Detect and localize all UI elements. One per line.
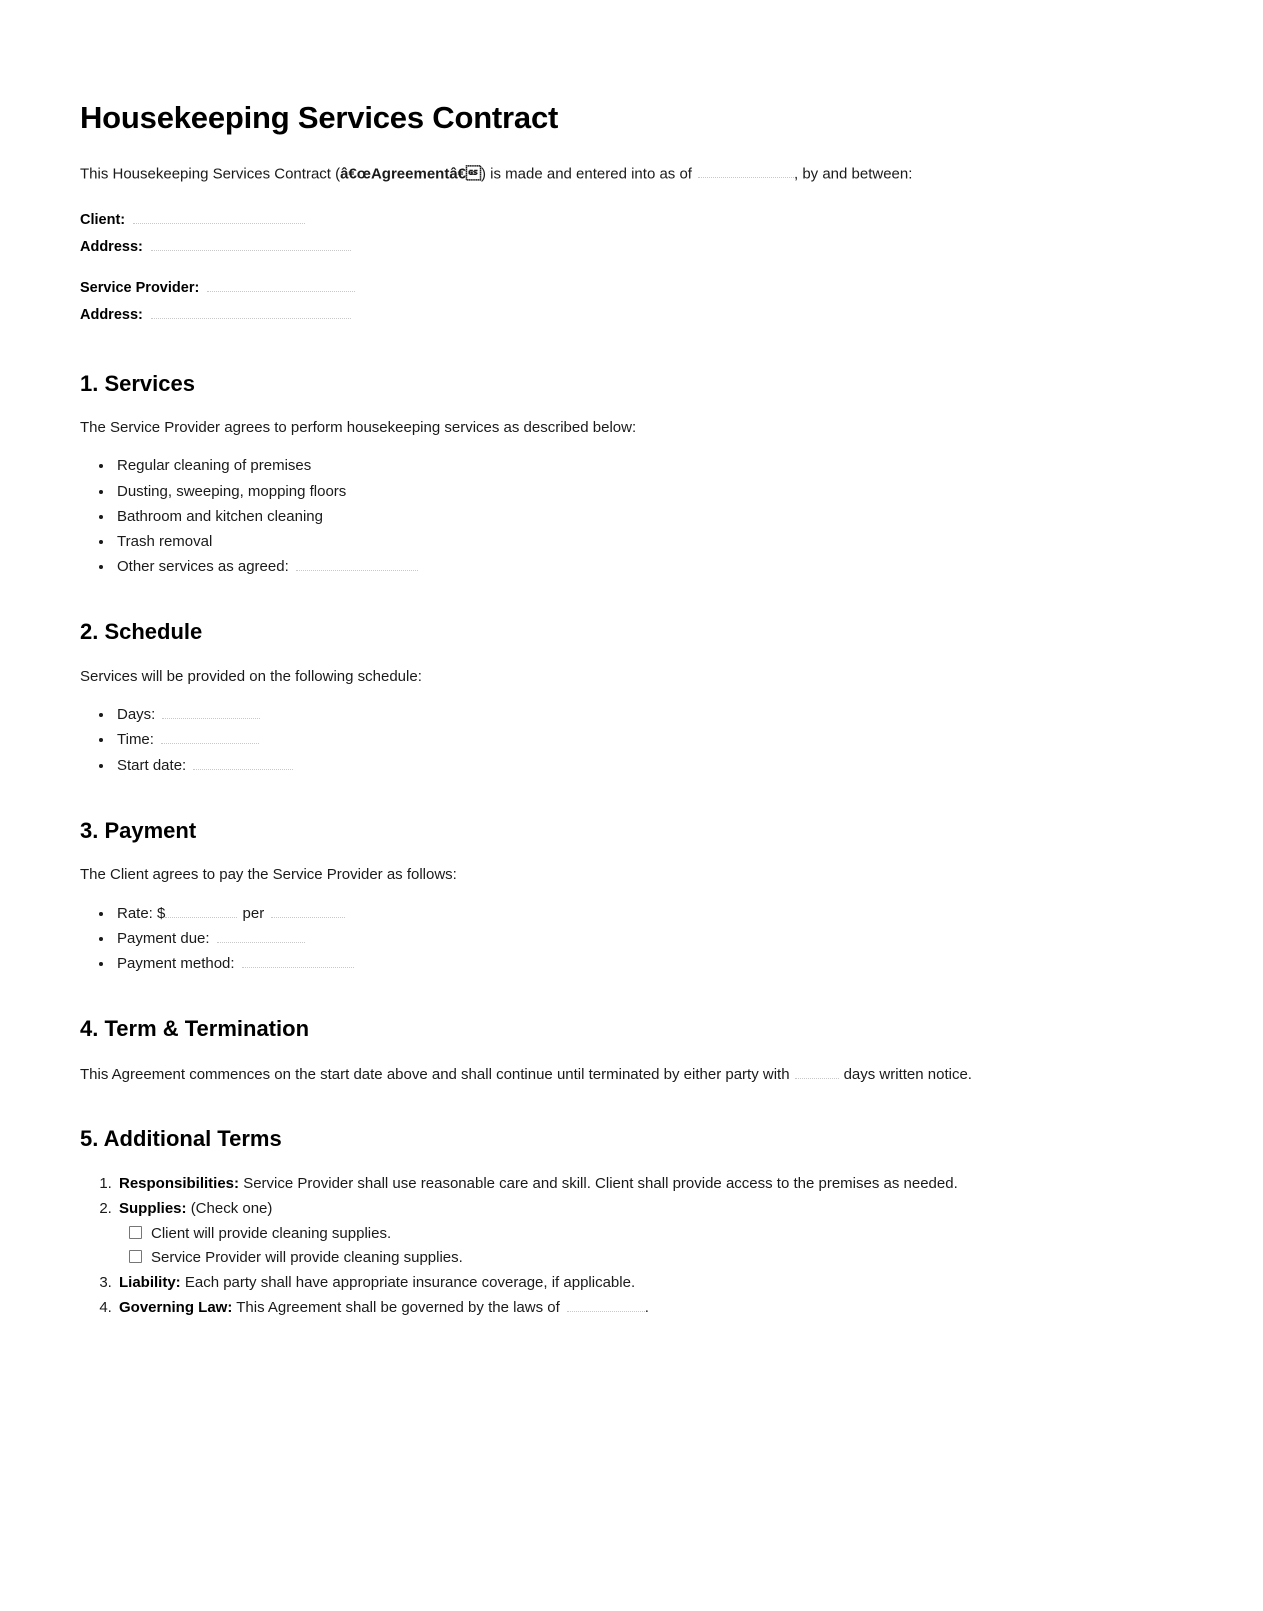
list-item-liability xyxy=(116,1271,1148,1296)
intro-text-end: , by and between: xyxy=(793,164,913,182)
supplies-lead: Supplies: xyxy=(119,1200,187,1218)
other-services-label: Other services as agreed: xyxy=(117,558,289,576)
days-blank[interactable] xyxy=(162,704,260,719)
supplies-text: (Check one) xyxy=(190,1200,273,1218)
governing-law-text: This Agreement shall be governed by the laws of xyxy=(236,1298,560,1316)
client-name-blank[interactable] xyxy=(133,210,305,225)
term-heading: 4. Term & Termination xyxy=(80,1016,310,1042)
days-label: Days: xyxy=(117,706,156,724)
start-date-label: Start date: xyxy=(117,756,187,774)
responsibilities-lead: Responsibilities: xyxy=(119,1175,240,1193)
term-text-after: days written notice. xyxy=(843,1065,972,1083)
provider-address-row xyxy=(80,302,1148,329)
rate-period-blank[interactable] xyxy=(271,903,345,918)
services-intro: The Service Provider agrees to perform housekeeping services as described below: xyxy=(80,418,637,436)
notice-days-blank[interactable] xyxy=(795,1063,839,1078)
list-item-supplies xyxy=(116,1197,1148,1270)
list-item-time xyxy=(114,727,1148,752)
payment-intro: The Client agrees to pay the Service Provider as follows: xyxy=(80,866,457,884)
payment-due-label: Payment due: xyxy=(117,929,210,947)
list-item: • Regular cleaning of premises xyxy=(114,453,1148,478)
supplies-choices xyxy=(119,1222,1148,1271)
provider-label: Service Provider: xyxy=(80,279,200,296)
payment-heading: 3. Payment xyxy=(80,817,197,843)
rate-per-label: per xyxy=(242,904,265,922)
liability-text: Each party shall have appropriate insurance coverage, if applicable. xyxy=(184,1273,636,1291)
client-label: Client: xyxy=(80,212,126,229)
list-item: • Bathroom and kitchen cleaning xyxy=(114,504,1148,529)
schedule-heading: 2. Schedule xyxy=(80,619,203,645)
start-date-blank[interactable] xyxy=(193,754,293,769)
checkbox-label: Client will provide cleaning supplies. xyxy=(151,1225,392,1243)
provider-address-blank[interactable] xyxy=(151,304,351,319)
date-blank[interactable] xyxy=(698,163,794,178)
checkbox-icon[interactable] xyxy=(129,1250,142,1263)
checkbox-option-client-supplies[interactable] xyxy=(129,1222,1148,1246)
checkbox-icon[interactable] xyxy=(129,1226,142,1239)
provider-name-blank[interactable] xyxy=(207,277,355,292)
parties-block xyxy=(80,207,1148,328)
checkbox-label: Service Provider will provide cleaning supplies. xyxy=(151,1249,463,1267)
list-item-other-services xyxy=(114,554,1148,579)
additional-terms-heading: 5. Additional Terms xyxy=(80,1125,282,1151)
list-item-responsibilities xyxy=(116,1172,1148,1197)
list-item: • Dusting, sweeping, mopping floors xyxy=(114,479,1148,504)
list-item-payment-method xyxy=(114,951,1148,976)
client-address-row xyxy=(80,234,1148,261)
list-item-rate xyxy=(114,901,1148,926)
term-text-before: This Agreement commences on the start date above and shall continue until terminated by either party with xyxy=(80,1065,790,1083)
list-item-payment-due xyxy=(114,926,1148,951)
liability-lead: Liability: xyxy=(119,1273,181,1291)
provider-row xyxy=(80,275,1148,302)
client-row xyxy=(80,207,1148,234)
governing-law-blank[interactable] xyxy=(567,1296,645,1311)
schedule-list xyxy=(80,702,1148,778)
governing-law-lead: Governing Law: xyxy=(119,1298,233,1316)
checkbox-option-provider-supplies[interactable] xyxy=(129,1246,1148,1270)
services-heading: 1. Services xyxy=(80,370,195,396)
rate-amount-blank[interactable] xyxy=(165,903,237,918)
responsibilities-text: Service Provider shall use reasonable care and skill. Client shall provide access to the premises as needed. xyxy=(243,1175,958,1193)
payment-method-label: Payment method: xyxy=(117,955,235,973)
client-address-label: Address: xyxy=(80,239,143,256)
client-address-blank[interactable] xyxy=(151,236,351,251)
payment-method-blank[interactable] xyxy=(242,953,354,968)
governing-law-period: . xyxy=(644,1298,649,1316)
additional-terms-list xyxy=(80,1172,1148,1320)
time-label: Time: xyxy=(117,731,154,749)
provider-address-label: Address: xyxy=(80,306,143,323)
list-item-days xyxy=(114,702,1148,727)
rate-label: Rate: $ xyxy=(117,904,166,922)
list-item-start-date xyxy=(114,753,1148,778)
agreement-term: â€œAgreementâ€ xyxy=(340,164,482,182)
payment-due-blank[interactable] xyxy=(217,928,305,943)
intro-paragraph xyxy=(80,163,1148,186)
time-blank[interactable] xyxy=(161,729,259,744)
page-title: Housekeeping Services Contract xyxy=(80,100,559,135)
list-item-governing-law xyxy=(116,1296,1148,1321)
services-list xyxy=(80,453,1148,579)
other-services-blank[interactable] xyxy=(296,556,418,571)
intro-text-before: This Housekeeping Services Contract ( xyxy=(80,164,341,182)
list-item: • Trash removal xyxy=(114,529,1148,554)
intro-text-after: ) is made and entered into as of xyxy=(481,164,692,182)
payment-list xyxy=(80,901,1148,977)
party-spacer xyxy=(80,261,1148,275)
schedule-intro: Services will be provided on the following schedule: xyxy=(80,667,422,685)
term-paragraph xyxy=(80,1063,1148,1086)
